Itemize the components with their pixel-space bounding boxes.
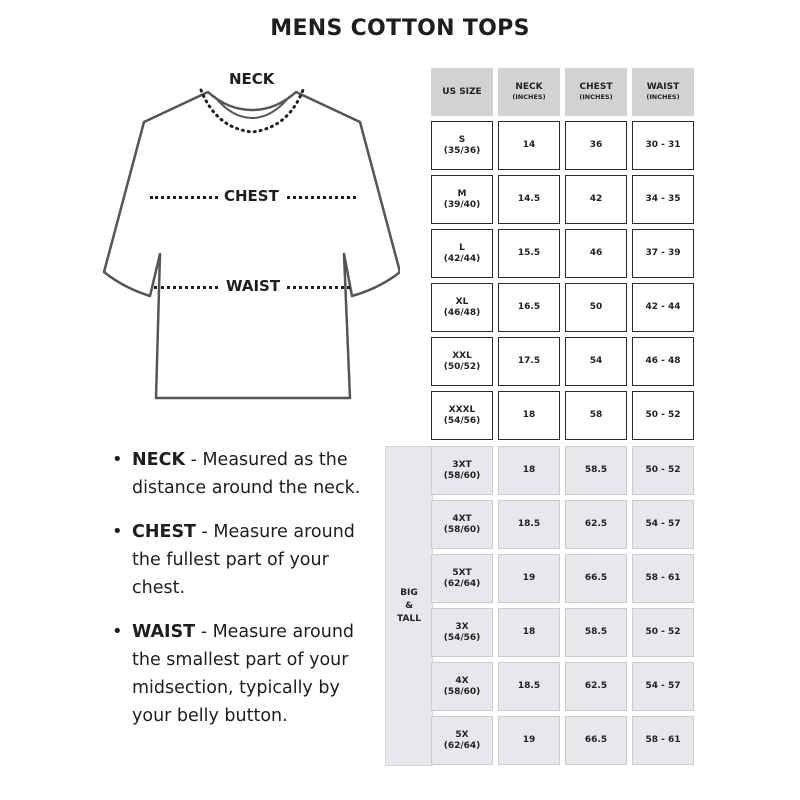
chest-label: CHEST xyxy=(219,187,284,205)
waist-cell: 42 - 44 xyxy=(632,283,694,332)
neck-cell: 17.5 xyxy=(498,337,560,386)
note-chest: • CHEST - Measure around the fullest part of your chest. xyxy=(112,518,382,602)
chest-cell: 58.5 xyxy=(565,608,627,657)
chest-cell: 46 xyxy=(565,229,627,278)
size-cell: M (39/40) xyxy=(431,175,493,224)
neck-cell: 18 xyxy=(498,391,560,440)
big-tall-label: BIG & TALL xyxy=(385,446,433,766)
waist-cell: 50 - 52 xyxy=(632,446,694,495)
size-cell: 5XT (62/64) xyxy=(431,554,493,603)
neck-label: NECK xyxy=(229,70,275,88)
neck-cell: 18.5 xyxy=(498,500,560,549)
neck-cell: 18 xyxy=(498,446,560,495)
chest-cell: 58.5 xyxy=(565,446,627,495)
waist-cell: 37 - 39 xyxy=(632,229,694,278)
neck-cell: 19 xyxy=(498,716,560,765)
note-neck: • NECK - Measured as the distance around the neck. xyxy=(112,446,382,502)
bullet-icon: • xyxy=(112,521,123,542)
chest-cell: 62.5 xyxy=(565,662,627,711)
measurement-notes xyxy=(112,446,382,746)
neck-cell: 15.5 xyxy=(498,229,560,278)
bullet-icon: • xyxy=(112,449,123,470)
size-cell: XXXL (54/56) xyxy=(431,391,493,440)
chest-cell: 66.5 xyxy=(565,716,627,765)
size-cell: 4XT (58/60) xyxy=(431,500,493,549)
waist-cell: 58 - 61 xyxy=(632,716,694,765)
waist-cell: 30 - 31 xyxy=(632,121,694,170)
chest-cell: 42 xyxy=(565,175,627,224)
chest-cell: 36 xyxy=(565,121,627,170)
neck-cell: 18.5 xyxy=(498,662,560,711)
chest-cell: 66.5 xyxy=(565,554,627,603)
size-cell: XXL (50/52) xyxy=(431,337,493,386)
neck-cell: 18 xyxy=(498,608,560,657)
header-waist: WAIST (INCHES) xyxy=(632,68,694,116)
chest-cell: 50 xyxy=(565,283,627,332)
waist-cell: 54 - 57 xyxy=(632,500,694,549)
chest-cell: 54 xyxy=(565,337,627,386)
chest-cell: 58 xyxy=(565,391,627,440)
waist-cell: 50 - 52 xyxy=(632,391,694,440)
size-cell: XL (46/48) xyxy=(431,283,493,332)
size-cell: 3X (54/56) xyxy=(431,608,493,657)
chest-cell: 62.5 xyxy=(565,500,627,549)
tshirt-collar xyxy=(214,96,290,118)
neck-cell: 14.5 xyxy=(498,175,560,224)
neck-cell: 14 xyxy=(498,121,560,170)
waist-cell: 34 - 35 xyxy=(632,175,694,224)
waist-cell: 58 - 61 xyxy=(632,554,694,603)
tshirt-diagram xyxy=(100,60,400,400)
waist-cell: 46 - 48 xyxy=(632,337,694,386)
size-cell: 3XT (58/60) xyxy=(431,446,493,495)
waist-cell: 50 - 52 xyxy=(632,608,694,657)
waist-label: WAIST xyxy=(221,277,285,295)
size-table xyxy=(431,68,694,440)
note-waist: • WAIST - Measure around the smallest part of your midsection, typically by your belly button. xyxy=(112,618,382,730)
waist-cell: 54 - 57 xyxy=(632,662,694,711)
header-neck: NECK (INCHES) xyxy=(498,68,560,116)
size-cell: S (35/36) xyxy=(431,121,493,170)
header-us-size: US SIZE xyxy=(431,68,493,116)
big-tall-table xyxy=(431,446,694,765)
size-cell: L (42/44) xyxy=(431,229,493,278)
neck-cell: 16.5 xyxy=(498,283,560,332)
tshirt-outline xyxy=(104,92,400,398)
bullet-icon: • xyxy=(112,621,123,642)
size-cell: 4X (58/60) xyxy=(431,662,493,711)
header-chest: CHEST (INCHES) xyxy=(565,68,627,116)
page-title: MENS COTTON TOPS xyxy=(270,16,530,41)
neck-cell: 19 xyxy=(498,554,560,603)
size-cell: 5X (62/64) xyxy=(431,716,493,765)
